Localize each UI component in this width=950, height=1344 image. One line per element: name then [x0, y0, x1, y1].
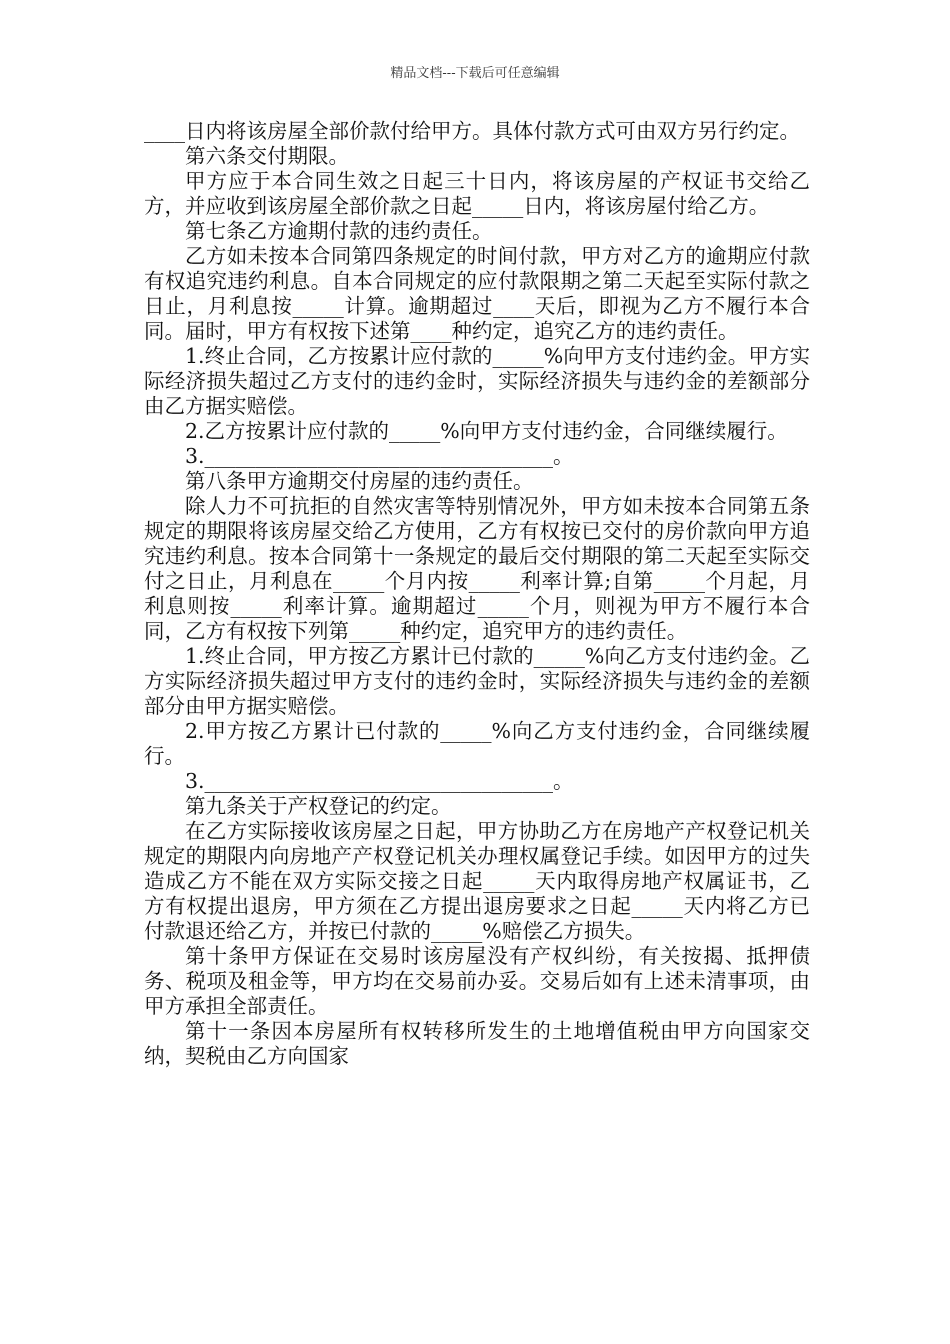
paragraph: 甲方应于本合同生效之日起三十日内，将该房屋的产权证书交给乙方，并应收到该房屋全部价款之日起_____日内，将该房屋付给乙方。 — [144, 169, 810, 218]
paragraph: 第八条甲方逾期交付房屋的违约责任。 — [185, 469, 534, 493]
paragraph: 1.终止合同，甲方按乙方累计已付款的_____%向乙方支付违约金。乙方实际经济损失超过甲方支付的违约金时，实际经济损失与违约金的差额部分由甲方据实赔偿。 — [144, 644, 810, 718]
paragraph: 除人力不可抗拒的自然灾害等特别情况外，甲方如未按本合同第五条规定的期限将该房屋交给乙方使用，乙方有权按已交付的房价款向甲方追究违约利息。按本合同第十一条规定的最后交付期限的第二天起至实际交付之日止，月利息在_____个月内按_____利率计算;自第_____个月起，月利息则按_____利率计算。逾期超过_____个月，则视为甲方不履行本合同，乙方有权按下列第_____种约定，追究甲方的违约责任。 — [144, 494, 810, 643]
paragraph: 第七条乙方逾期付款的违约责任。 — [185, 219, 493, 243]
paragraph: 在乙方实际接收该房屋之日起，甲方协助乙方在房地产产权登记机关规定的期限内向房地产产权登记机关办理权属登记手续。如因甲方的过失造成乙方不能在双方实际交接之日起_____天内取得房地产权属证书，乙方有权提出退房，甲方须在乙方提出退房要求之日起_____天内将乙方已付款退还给乙方，并按已付款的_____%赔偿乙方损失。 — [144, 819, 810, 943]
paragraph: 第六条交付期限。 — [185, 144, 349, 168]
document-body — [144, 119, 810, 1069]
paragraph: 1.终止合同，乙方按累计应付款的_____%向甲方支付违约金。甲方实际经济损失超过乙方支付的违约金时，实际经济损失与违约金的差额部分由乙方据实赔偿。 — [144, 344, 810, 418]
paragraph: 乙方如未按本合同第四条规定的时间付款，甲方对乙方的逾期应付款有权追究违约利息。自本合同规定的应付款限期之第二天起至实际付款之日止，月利息按_____计算。逾期超过____天后，即视为乙方不履行本合同。届时，甲方有权按下述第____种约定，追究乙方的违约责任。 — [144, 244, 810, 343]
paragraph: ____日内将该房屋全部价款付给甲方。具体付款方式可由双方另行约定。 — [144, 119, 800, 143]
paragraph: 第九条关于产权登记的约定。 — [185, 794, 452, 818]
paragraph: 3.__________________________________。 — [185, 769, 574, 793]
paragraph: 2.乙方按累计应付款的_____%向甲方支付违约金，合同继续履行。 — [185, 419, 788, 443]
paragraph: 2.甲方按乙方累计已付款的_____%向乙方支付违约金，合同继续履行。 — [144, 719, 810, 768]
paragraph: 3.__________________________________。 — [185, 444, 574, 468]
paragraph: 第十一条因本房屋所有权转移所发生的土地增值税由甲方向国家交纳，契税由乙方向国家 — [144, 1019, 810, 1068]
paragraph: 第十条甲方保证在交易时该房屋没有产权纠纷，有关按揭、抵押债务、税项及租金等，甲方均在交易前办妥。交易后如有上述未清事项，由甲方承担全部责任。 — [144, 944, 810, 1018]
page-header: 精品文档---下载后可任意编辑 — [390, 66, 560, 81]
